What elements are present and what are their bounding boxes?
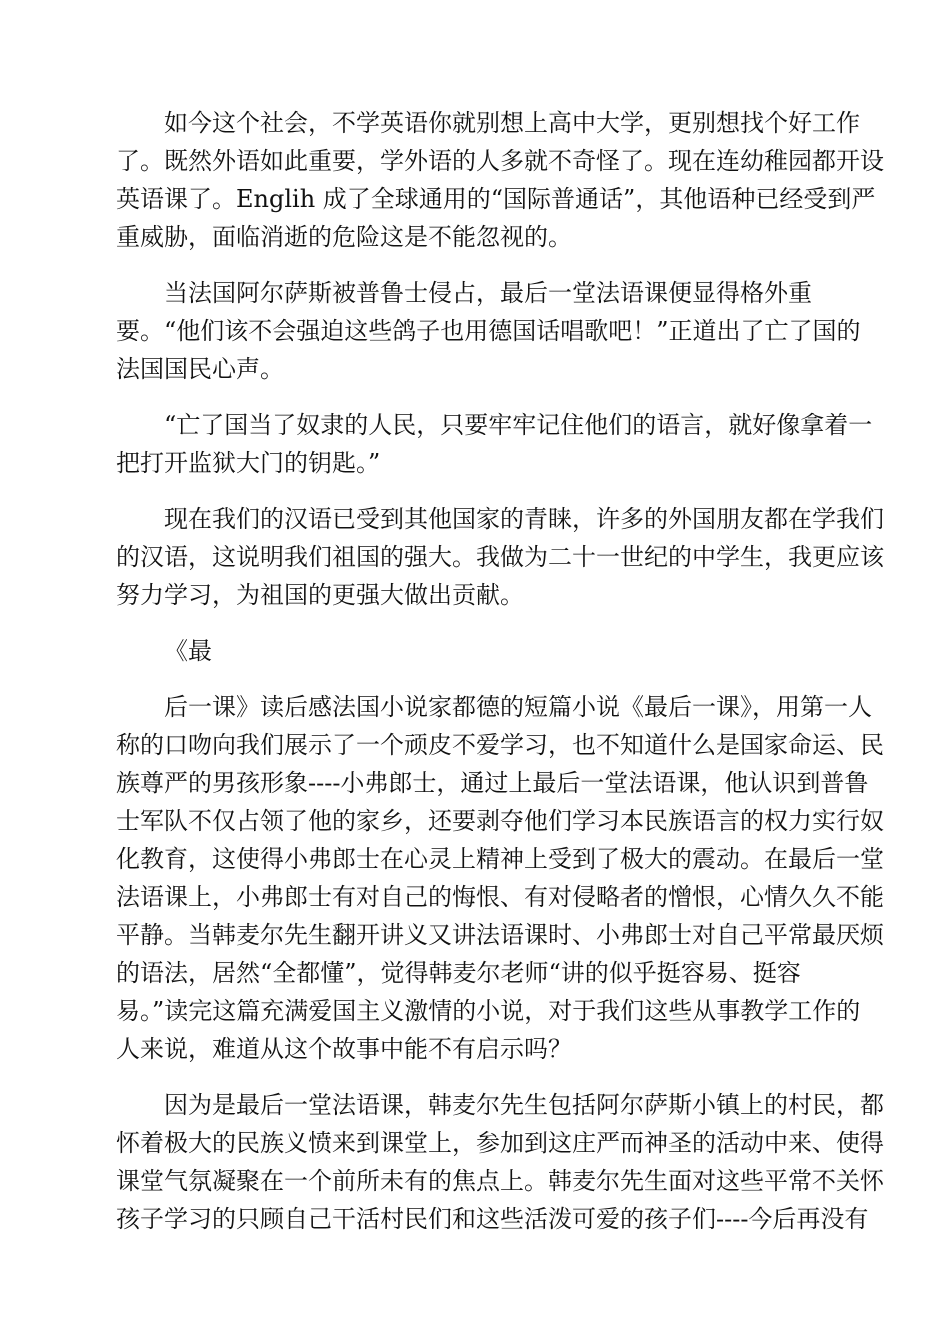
text-line: “亡了国当了奴隶的人民，只要牢牢记住他们的语言，就好像拿着一 (164, 411, 873, 439)
text-line: 当法国阿尔萨斯被普鲁士侵占，最后一堂法语课便显得格外重 (164, 279, 812, 307)
text-line: 努力学习，为祖国的更强大做出贡献。 (116, 581, 524, 609)
text-line: 怀着极大的民族义愤来到课堂上，参加到这庄严而神圣的活动中来、使得 (116, 1129, 884, 1157)
text-line: 的语法，居然“全都懂”，觉得韩麦尔老师“讲的似乎挺容易、挺容 (116, 959, 801, 987)
text-line: 英语课了。Englih 成了全球通用的“国际普通话”，其他语种已经受到严 (116, 185, 876, 213)
text-line: 化教育，这使得小弗郎士在心灵上精神上受到了极大的震动。在最后一堂 (116, 845, 884, 873)
text-line: 平静。当韩麦尔先生翻开讲义又讲法语课时、小弗郎士对自己平常最厌烦 (116, 921, 884, 949)
text-line: 了。既然外语如此重要，学外语的人多就不奇怪了。现在连幼稚园都开设 (116, 147, 884, 175)
paragraph (116, 632, 836, 670)
text-line: 人来说，难道从这个故事中能不有启示吗？ (116, 1035, 572, 1063)
text-line: 重威胁，面临消逝的危险这是不能忽视的。 (116, 223, 572, 251)
paragraph (116, 500, 884, 614)
text-line: 把打开监狱大门的钥匙。” (116, 449, 381, 477)
text-line: 法语课上，小弗郎士有对自己的悔恨、有对侵略者的憎恨，心情久久不能 (116, 883, 884, 911)
text-line: 法国国民心声。 (116, 355, 284, 383)
paragraph (116, 1086, 884, 1238)
paragraph (116, 406, 873, 482)
text-line: 《最 (164, 637, 212, 665)
text-line: 易。”读完这篇充满爱国主义激情的小说，对于我们这些从事教学工作的 (116, 997, 861, 1025)
text-line: 孩子学习的只顾自己干活村民们和这些活泼可爱的孩子们----今后再没有 (116, 1205, 869, 1233)
paragraph (116, 104, 884, 256)
text-line: 的汉语，这说明我们祖国的强大。我做为二十一世纪的中学生，我更应该 (116, 543, 884, 571)
text-line: 课堂气氛凝聚在一个前所未有的焦点上。韩麦尔先生面对这些平常不关怀 (116, 1167, 884, 1195)
document-body (116, 104, 884, 1238)
paragraph (116, 274, 861, 388)
text-line: 如今这个社会，不学英语你就别想上高中大学，更别想找个好工作 (164, 109, 860, 137)
text-line: 士军队不仅占领了他的家乡，还要剥夺他们学习本民族语言的权力实行奴 (116, 807, 884, 835)
paragraph (116, 688, 884, 1068)
text-line: 因为是最后一堂法语课，韩麦尔先生包括阿尔萨斯小镇上的村民，都 (164, 1091, 884, 1119)
text-line: 现在我们的汉语已受到其他国家的青睐，许多的外国朋友都在学我们 (164, 505, 884, 533)
text-line: 称的口吻向我们展示了一个顽皮不爱学习，也不知道什么是国家命运、民 (116, 731, 884, 759)
text-line: 族尊严的男孩形象----小弗郎士，通过上最后一堂法语课，他认识到普鲁 (116, 769, 869, 797)
text-line: 后一课》读后感法国小说家都德的短篇小说《最后一课》，用第一人 (164, 693, 872, 721)
text-line: 要。“他们该不会强迫这些鸽子也用德国话唱歌吧！”正道出了亡了国的 (116, 317, 861, 345)
